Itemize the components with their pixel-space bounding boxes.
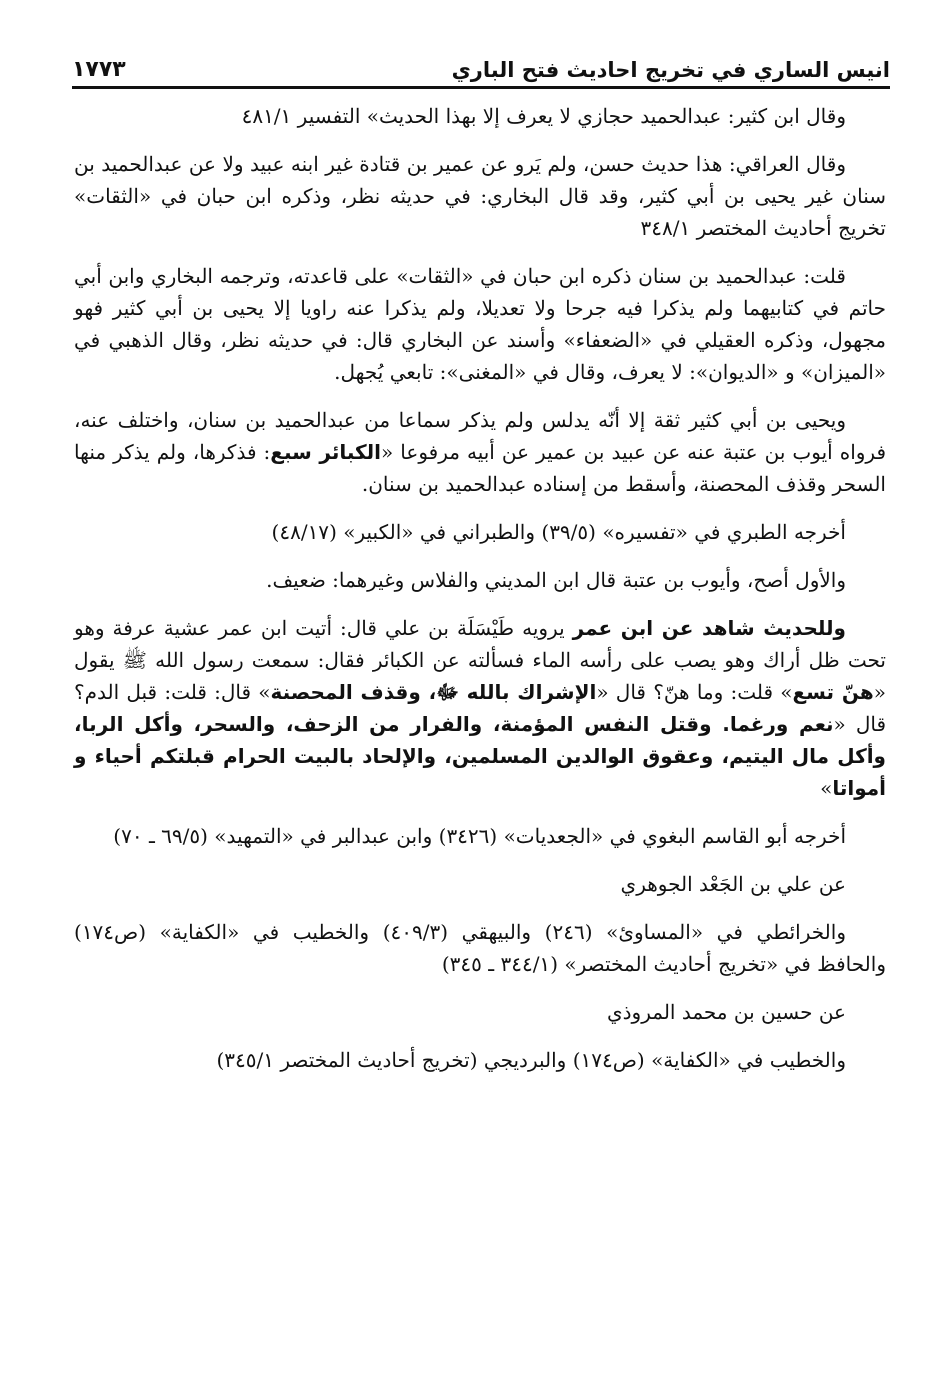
paragraph-1: وقال ابن كثير: عبدالحميد حجازي لا يعرف إلا بهذا الحديث» التفسير ٤٨١/١	[241, 104, 846, 128]
paragraph-4-text-b: : فذكرها، ولم يذكر منها السحر وقذف المحصنة، وأسقط من إسناده عبدالحميد بن سنان.	[74, 440, 886, 496]
paragraph-10: والخرائطي في «المساوئ» (٢٤٦) والبيهقي (٤٠٩/٣) والخطيب في «الكفاية» (ص١٧٤) والحافظ في «تخريج أحاديث المختصر» (٣٤٤/١ ـ ٣٤٥)	[74, 920, 886, 976]
paragraph-9: عن علي بن الجَعْد الجوهري	[620, 872, 846, 896]
paragraph-7-text-a: يرويه طَيْسَلَة بن علي قال: أتيت ابن عمر عشية عرفة وهو تحت ظل أراك وهو يصب على رأسه الماء فسألته عن الكبائر فقال: سمعت رسول الله ﷺ يقول «	[74, 616, 886, 704]
paragraph-7-text-b: » قلت: وما هنّ؟ قال «	[596, 680, 793, 704]
paragraph-11: عن حسين بن محمد المروذي	[607, 1000, 846, 1024]
running-header	[72, 36, 890, 82]
paragraph-6: والأول أصح، وأيوب بن عتبة قال ابن المديني والفلاس وغيرهما: ضعيف.	[266, 568, 846, 592]
paragraph-7	[74, 612, 886, 804]
paragraph-5: أخرجه الطبري في «تفسيره» (٣٩/٥) والطبراني في «الكبير» (٤٨/١٧)	[271, 520, 846, 544]
paragraph-4	[74, 404, 886, 500]
paragraph-8: أخرجه أبو القاسم البغوي في «الجعديات» (٣٤٢٦) وابن عبدالبر في «التمهيد» (٦٩/٥ ـ ٧٠)	[113, 824, 846, 848]
header-rule	[72, 86, 890, 89]
paragraph-7-text-d: »	[820, 776, 833, 800]
paragraph-2: وقال العراقي: هذا حديث حسن، ولم يَرو عن عمير بن قتادة غير ابنه عبيد ولا عن عبدالحميد بن سنان غير يحيى بن أبي كثير، وقد قال البخاري: في حديثه نظر، وذكره ابن حبان في «الثقات» تخريج أحاديث المختصر ٣٤٨/١	[74, 152, 886, 240]
paragraph-4-bold: الكبائر سبع	[270, 440, 382, 464]
paragraph-4-text-a: ويحيى بن أبي كثير ثقة إلا أنّه يدلس ولم يذكر سماعا من عبدالحميد بن سنان، واختلف عنه، فرواه أيوب بن عتبة عنه عن عبيد بن عمير عن أبيه مرفوعا «	[74, 408, 887, 464]
page-body	[74, 100, 886, 1092]
paragraph-3: قلت: عبدالحميد بن سنان ذكره ابن حبان في «الثقات» على قاعدته، وترجمه البخاري وابن أبي حاتم في كتابيهما ولم يذكرا فيه جرحا ولا تعديلا، ولم يذكرا عنه راويا إلا يحيى بن أبي كثير فهو مجهول، وذكره العقيلي في «الضعفاء» وأسند عن البخاري قال: في حديثه نظر، وقال الذهبي في «الميزان» و «الديوان»: لا يعرف، وقال في «المغنى»: تابعي يُجهل.	[74, 264, 886, 384]
page-number: ١٧٧٣	[72, 57, 126, 82]
paragraph-7-bold-2: هنّ تسع	[792, 680, 874, 704]
paragraph-12: والخطيب في «الكفاية» (ص١٧٤) والبرديجي (تخريج أحاديث المختصر ٣٤٥/١)	[216, 1048, 846, 1072]
paragraph-7-bold-1: وللحديث شاهد عن ابن عمر	[572, 616, 846, 640]
paragraph-7-bold-4: نعم ورغما. وقتل النفس المؤمنة، والفرار من الزحف، والسحر، وأكل الربا، وأكل مال اليتيم، وعقوق الوالدين المسلمين، والإلحاد بالبيت الحرام قبلتكم أحياء و أمواتا	[74, 712, 886, 800]
paragraph-7-text-c: » قال: قلت: قبل الدم؟ قال «	[74, 680, 887, 736]
book-title: انيس الساري في تخريج احاديث فتح الباري	[451, 58, 890, 82]
paragraph-7-bold-3: الإشراك بالله ﷻ، وقذف المحصنة	[270, 680, 597, 704]
